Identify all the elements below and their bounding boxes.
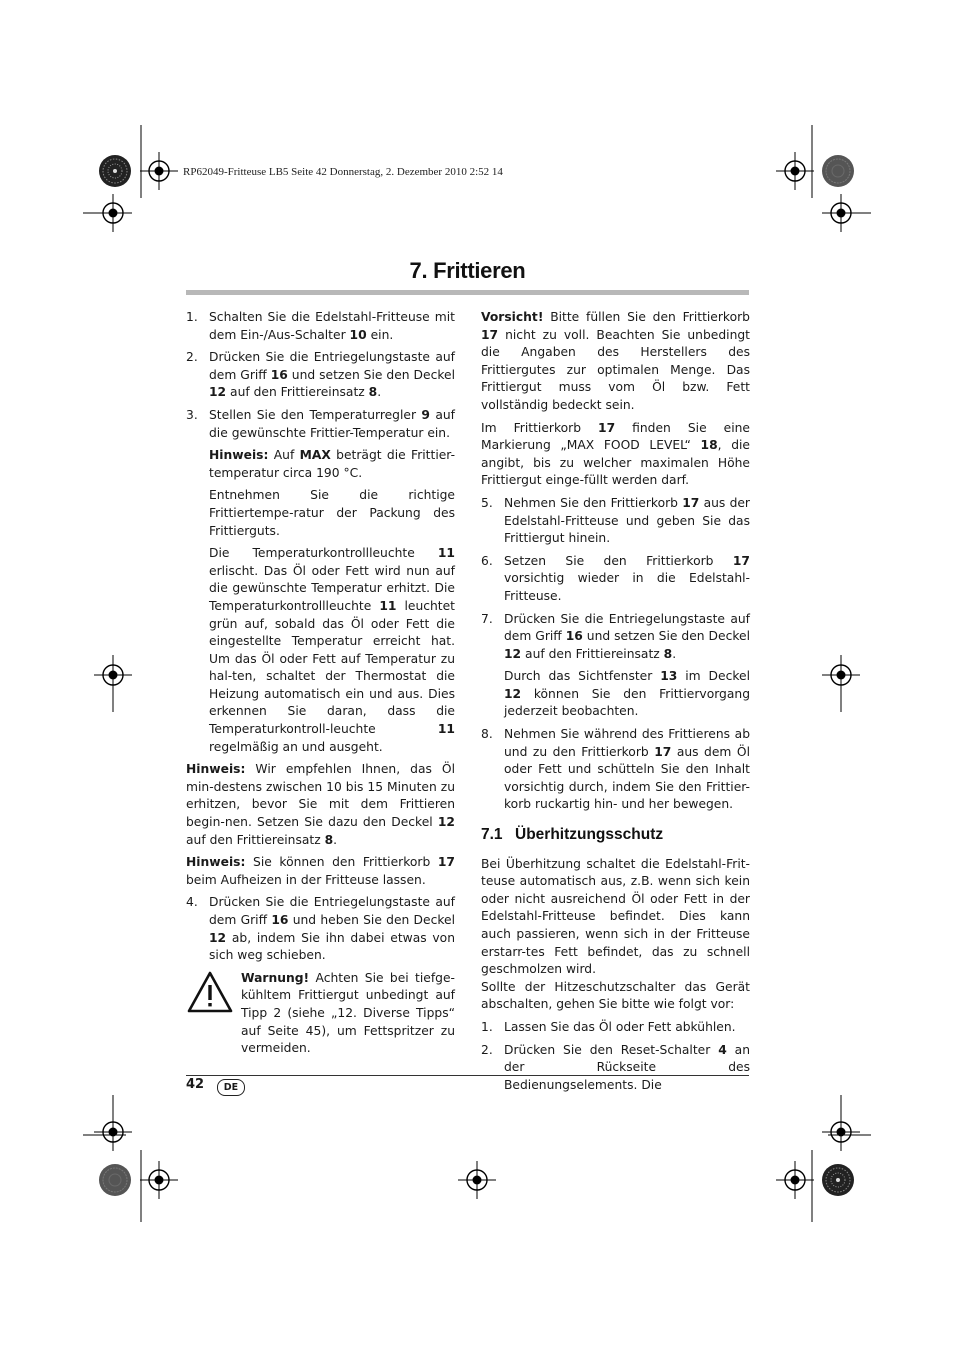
list-item: 3. Stellen Sie den Temperaturregler 9 auf die gewünschte Frittier-Temperatur ein. [186,407,455,440]
list-item: 2. Drücken Sie die Entriegelungstaste auf dem Griff 16 und setzen Sie den Deckel 12 auf den Frittiereinsatz 8. [186,350,455,400]
hint-paragraph: Hinweis: Wir empfehlen Ihnen, das Öl min-destens zwischen 10 bis 15 Minuten zu erhitzen, bevor Sie mit dem Frittieren begin-nen. Setzen Sie dazu den Deckel 12 auf den Frittiereinsatz 8. [186,762,455,847]
body-paragraph: Durch das Sichtfenster 13 im Deckel 12 können Sie den Frittiervorgang jederzeit beobachten. [504,669,750,719]
language-badge: DE [217,1079,245,1096]
list-item: 1. Lassen Sie das Öl oder Fett abkühlen. [481,1019,736,1034]
body-paragraph: Die Temperaturkontrollleuchte 11 erlischt. Das Öl oder Fett wird nun auf die gewünschte Temperatur erhitzt. Die Temperaturkontrollleuchte 11 leuchtet grün auf, sobald das Öl oder Fett die eingestellte Temperatur erreicht hat. Um das Öl oder Fett auf Temperatur zu hal-ten, schaltet der Thermostat die Heizung automatisch ein und aus. Dies erkennen Sie daran, dass die Temperaturkontroll-leuchte 11 regelmäßig an und ausgeht. [209,546,456,754]
section-heading: 7.1 Überhitzungsschutz [481,826,664,844]
print-slug: RP62049-Fritteuse LB5 Seite 42 Donnerstag, 2. Dezember 2010 2:52 14 [183,166,503,178]
page-number: 42 [186,1077,205,1092]
warning-box [186,970,455,1058]
body-paragraph: Bei Überhitzung schaltet die Edelstahl-Frit-teuse automatisch aus, z.B. wenn sich kein oder nicht ausreichend Öl oder Fett in der Edelstahl-Fritteuse befindet. Dies kann auch passieren, wenn sich in der Fritteuse erstarr-tes Fett befindet, das zu schnell geschmolzen wird. [481,856,750,977]
right-column [481,309,750,1099]
list-item: 4. Drücken Sie die Entriegelungstaste auf dem Griff 16 und heben Sie den Deckel 12 ab, indem Sie ihn dabei etwas von sich weg schieben. [186,895,456,963]
left-column [186,309,455,1058]
page-title: 7. Frittieren [409,258,526,283]
list-item: 8. Nehmen Sie während des Frittierens ab und zu den Frittierkorb 17 aus dem Öl oder Fett und schütteln Sie den Inhalt vorsichtig durch, indem Sie den Frittier-korb ruckartig hin- und her bewegen. [481,727,750,812]
footer-rule [186,1075,749,1076]
list-item: 2. Drücken Sie den Reset-Schalter 4 an der Rückseite des Bedienungselements. Die [481,1042,750,1092]
body-paragraph: Sollte der Hitzeschutzschalter das Gerät abschalten, gehen Sie bitte wie folgt vor: [481,979,750,1012]
list-item: 1. Schalten Sie die Edelstahl-Fritteuse mit dem Ein-/Aus-Schalter 10 ein. [186,310,455,342]
list-item: 5. Nehmen Sie den Frittierkorb 17 aus der Edelstahl-Fritteuse und geben Sie das Frittiergut hinein. [481,495,750,546]
body-paragraph: Im Frittierkorb 17 finden Sie eine Markierung „MAX FOOD LEVEL“ 18, die angibt, bis zu welcher maximalen Höhe Frittiergut einge-füllt werden darf. [481,420,751,488]
warning-triangle-icon [186,970,241,1058]
list-item: 6. Setzen Sie den Frittierkorb 17 vorsichtig wieder in die Edelstahl-Fritteuse. [481,553,750,603]
hint-paragraph: Hinweis: Auf MAX beträgt die Frittier-temperatur circa 190 °C. [209,448,456,480]
list-item: 7. Drücken Sie die Entriegelungstaste auf dem Griff 16 und setzen Sie den Deckel 12 auf den Frittiereinsatz 8. [481,611,750,661]
caution-paragraph: Vorsicht! Bitte füllen Sie den Frittierkorb 17 nicht zu voll. Beachten Sie unbedingt die Angaben des Herstellers des Frittiergutes zur optimalen Menge. Das Frittiergut muss vom Öl bzw. Fett vollständig bedeckt sein. [481,310,750,412]
warning-text: Warnung! Achten Sie bei tiefge-kühltem Frittiergut unbedingt auf Tipp 2 (siehe „12. Diverse Tipps“ auf Seite 45), um Fettspritzer zu vermeiden. [241,970,455,1056]
hint-paragraph: Hinweis: Sie können den Frittierkorb 17 beim Aufheizen in der Fritteuse lassen. [186,855,455,887]
title-rule [186,290,749,295]
body-paragraph: Entnehmen Sie die richtige Frittiertempe-ratur der Packung des Frittierguts. [209,488,455,538]
